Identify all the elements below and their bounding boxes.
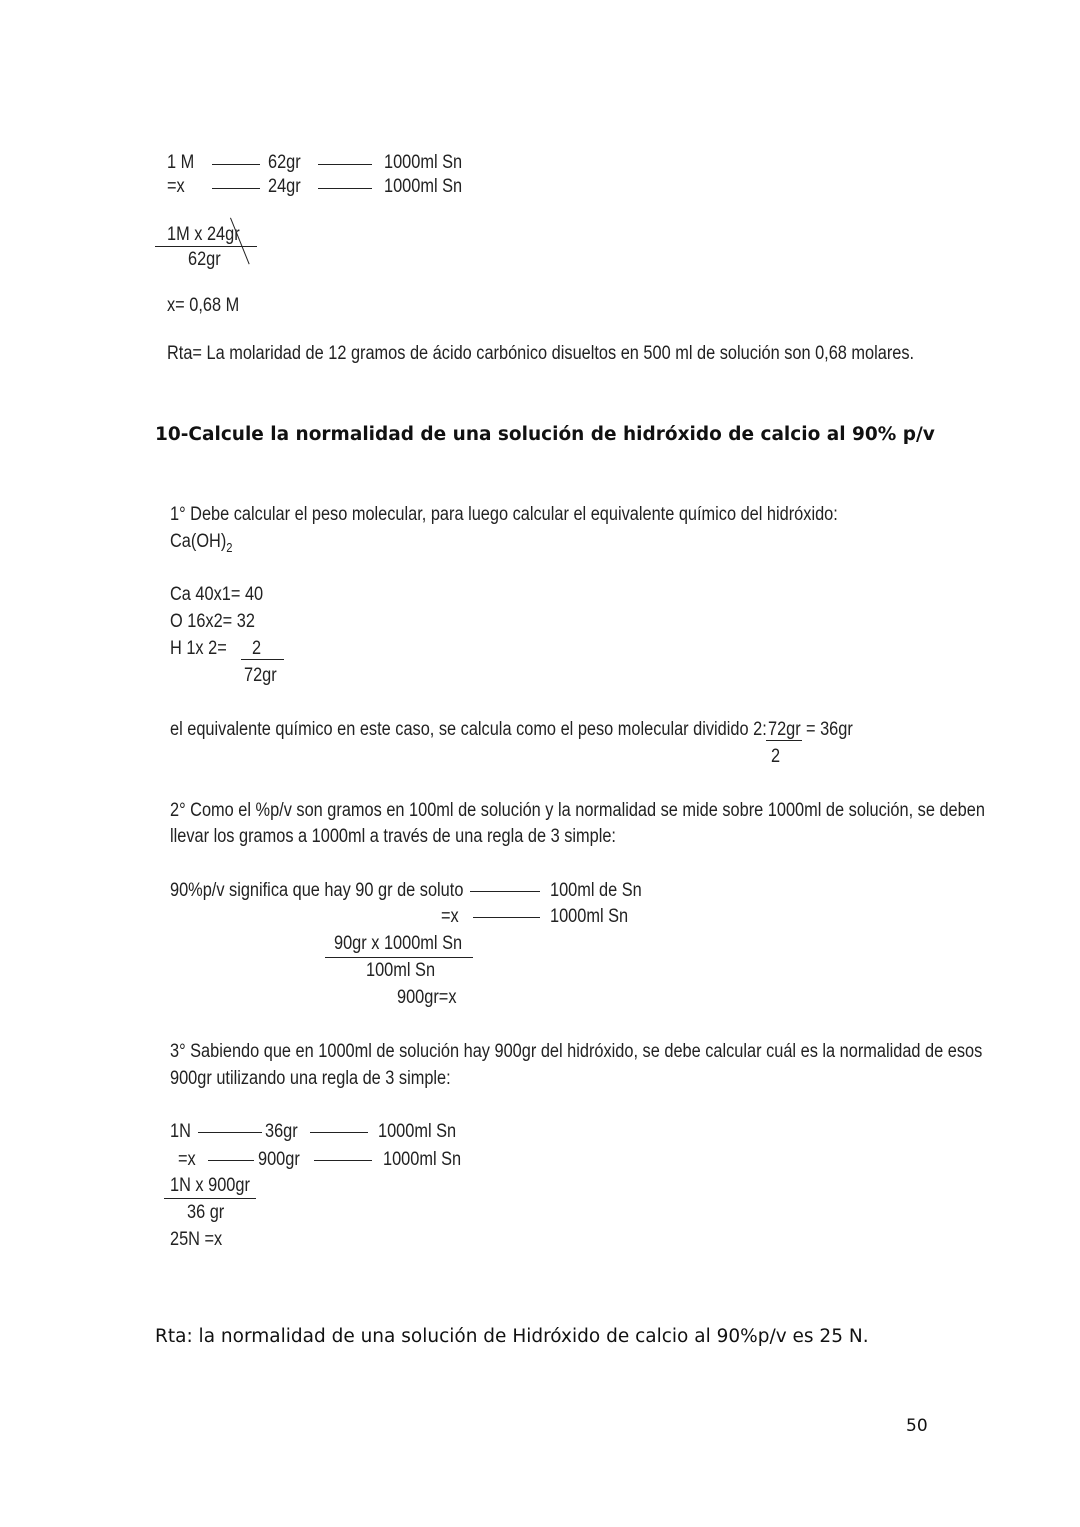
molecular-weight-total: 72gr bbox=[244, 665, 277, 686]
dash-line bbox=[470, 891, 540, 892]
page-number: 50 bbox=[906, 1416, 928, 1436]
calc-h-label: H 1x 2= bbox=[170, 638, 227, 659]
calc-row2-b: 24gr bbox=[268, 176, 301, 197]
formula-subscript: 2 bbox=[226, 539, 233, 555]
step2-fraction-denominator: 100ml Sn bbox=[366, 960, 436, 981]
fraction-denominator: 62gr bbox=[188, 249, 221, 270]
fraction-bar bbox=[325, 957, 473, 958]
step3-row2-b: 900gr bbox=[258, 1149, 300, 1170]
step2-line1: 2° Como el %p/v son gramos en 100ml de solución y la normalidad se mide sobre 1000ml de solución, se deben bbox=[170, 800, 985, 821]
dash-line bbox=[318, 164, 372, 165]
step3-row1-a: 1N bbox=[170, 1121, 191, 1142]
dash-line bbox=[473, 917, 540, 918]
problem-heading: 10-Calcule la normalidad de una solución de hidróxido de calcio al 90% p/v bbox=[155, 424, 935, 445]
step2-row2-b: 1000ml Sn bbox=[550, 906, 629, 927]
dash-line bbox=[318, 188, 372, 189]
dash-line bbox=[314, 1160, 372, 1161]
step1-text: 1° Debe calcular el peso molecular, para luego calcular el equivalente químico del hidróxido: bbox=[170, 504, 838, 525]
equivalent-denominator: 2 bbox=[771, 746, 781, 767]
calc-row1-a: 1 M bbox=[167, 152, 195, 173]
calc-row2-c: 1000ml Sn bbox=[384, 176, 463, 197]
step3-row2-a: =x bbox=[178, 1149, 196, 1170]
step3-line2: 900gr utilizando una regla de 3 simple: bbox=[170, 1068, 451, 1089]
step3-line1: 3° Sabiendo que en 1000ml de solución hay 900gr del hidróxido, se debe calcular cuál es la normalidad de esos bbox=[170, 1041, 983, 1062]
calc-row1-b: 62gr bbox=[268, 152, 301, 173]
step3-row1-c: 1000ml Sn bbox=[378, 1121, 457, 1142]
dash-line bbox=[208, 1160, 254, 1161]
step2-fraction-numerator: 90gr x 1000ml Sn bbox=[334, 933, 463, 954]
fraction-bar bbox=[164, 1198, 256, 1199]
calc-answer: Rta= La molaridad de 12 gramos de ácido carbónico disueltos en 500 ml de solución son 0,68 molares. bbox=[167, 343, 915, 364]
dash-line bbox=[198, 1132, 262, 1133]
calc-ca: Ca 40x1= 40 bbox=[170, 584, 264, 605]
calc-h-value: 2 bbox=[252, 638, 262, 659]
step2-row1-b: 100ml de Sn bbox=[550, 880, 642, 901]
equivalent-result: = 36gr bbox=[806, 719, 853, 740]
fraction-bar bbox=[766, 740, 802, 741]
step3-fraction-numerator: 1N x 900gr bbox=[170, 1175, 250, 1196]
step3-row1-b: 36gr bbox=[265, 1121, 298, 1142]
step3-fraction-denominator: 36 gr bbox=[187, 1202, 225, 1223]
calc-o: O 16x2= 32 bbox=[170, 611, 255, 632]
calc-row2-a: =x bbox=[167, 176, 185, 197]
calc-result: x= 0,68 M bbox=[167, 295, 240, 316]
calc-row1-c: 1000ml Sn bbox=[384, 152, 463, 173]
dash-line bbox=[212, 164, 260, 165]
dash-line bbox=[212, 188, 260, 189]
sum-line bbox=[241, 659, 284, 660]
step2-row2-a: =x bbox=[441, 906, 459, 927]
step2-row1-a: 90%p/v significa que hay 90 gr de soluto bbox=[170, 880, 464, 901]
final-answer: Rta: la normalidad de una solución de Hidróxido de calcio al 90%p/v es 25 N. bbox=[155, 1326, 869, 1347]
formula-text: Ca(OH) bbox=[170, 531, 227, 552]
step3-row2-c: 1000ml Sn bbox=[383, 1149, 462, 1170]
chemical-formula bbox=[170, 531, 233, 555]
equivalent-numerator: 72gr bbox=[768, 719, 801, 740]
step2-line2: llevar los gramos a 1000ml a través de una regla de 3 simple: bbox=[170, 826, 616, 847]
step3-result: 25N =x bbox=[170, 1229, 223, 1250]
fraction-numerator: 1M x 24gr bbox=[167, 224, 240, 245]
equivalent-text: el equivalente químico en este caso, se calcula como el peso molecular dividido 2: bbox=[170, 719, 767, 740]
step2-result: 900gr=x bbox=[397, 987, 457, 1008]
dash-line bbox=[310, 1132, 368, 1133]
